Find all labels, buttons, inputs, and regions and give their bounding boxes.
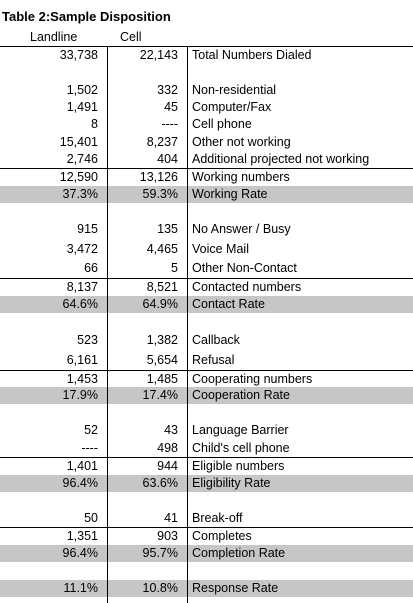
- landline-value: 1,491: [66, 100, 98, 114]
- landline-value: 96.4%: [62, 476, 98, 490]
- cell-value: 22,143: [139, 48, 178, 62]
- table-title: Table 2:Sample Disposition: [2, 9, 171, 24]
- cell-value: 8,521: [146, 280, 178, 294]
- rate-row: [0, 580, 413, 597]
- table-row: [0, 99, 413, 116]
- cell-value: 1,485: [146, 372, 178, 386]
- cell-value: 63.6%: [142, 476, 178, 490]
- landline-value: 66: [84, 261, 98, 275]
- table-row: [0, 221, 413, 238]
- landline-value: 33,738: [59, 48, 98, 62]
- landline-value: ----: [81, 441, 98, 455]
- cell-value: 135: [157, 222, 178, 236]
- cell-value: 5,654: [146, 353, 178, 367]
- table-row: [0, 82, 413, 99]
- table-row: [0, 260, 413, 277]
- row-label: Child's cell phone: [192, 441, 290, 455]
- table-row: [0, 151, 413, 168]
- table-row: [0, 440, 413, 457]
- row-label: Cell phone: [192, 117, 252, 131]
- landline-value: 1,502: [66, 83, 98, 97]
- subtotal-row: [0, 457, 413, 475]
- table-row: [0, 241, 413, 258]
- row-label: No Answer / Busy: [192, 222, 291, 236]
- row-label: Response Rate: [192, 581, 279, 595]
- row-label: Eligibility Rate: [192, 476, 271, 490]
- row-label: Non-residential: [192, 83, 277, 97]
- table-row: [0, 47, 413, 64]
- row-label: Computer/Fax: [192, 100, 272, 114]
- cell-value: 332: [157, 83, 178, 97]
- cell-value: 13,126: [139, 170, 178, 184]
- landline-value: 1,453: [66, 372, 98, 386]
- row-label: Working numbers: [192, 170, 290, 184]
- cell-value: 43: [164, 423, 178, 437]
- cell-value: 5: [171, 261, 178, 275]
- landline-value: 2,746: [66, 152, 98, 166]
- landline-value: 17.9%: [62, 388, 98, 402]
- landline-value: 37.3%: [62, 187, 98, 201]
- row-label: Additional projected not working: [192, 152, 370, 166]
- row-label: Contacted numbers: [192, 280, 302, 294]
- table-row: [0, 332, 413, 349]
- cell-value: 498: [157, 441, 178, 455]
- cell-value: 404: [157, 152, 178, 166]
- cell-value: 17.4%: [142, 388, 178, 402]
- rate-row: [0, 387, 413, 404]
- landline-value: 915: [77, 222, 98, 236]
- row-label: Completion Rate: [192, 546, 286, 560]
- landline-value: 52: [84, 423, 98, 437]
- cell-value: 944: [157, 459, 178, 473]
- landline-value: 8,137: [66, 280, 98, 294]
- rate-row: [0, 186, 413, 203]
- rate-row: [0, 296, 413, 313]
- table-row: [0, 510, 413, 527]
- header-landline: Landline: [30, 30, 78, 44]
- row-label: Refusal: [192, 353, 235, 367]
- landline-value: 8: [91, 117, 98, 131]
- landline-value: 523: [77, 333, 98, 347]
- cell-value: 4,465: [146, 242, 178, 256]
- cell-value: 45: [164, 100, 178, 114]
- landline-value: 15,401: [59, 135, 98, 149]
- cell-value: 8,237: [146, 135, 178, 149]
- cell-value: 95.7%: [142, 546, 178, 560]
- landline-value: 50: [84, 511, 98, 525]
- cell-value: 41: [164, 511, 178, 525]
- row-label: Callback: [192, 333, 240, 347]
- row-label: Contact Rate: [192, 297, 265, 311]
- cell-value: 59.3%: [142, 187, 178, 201]
- table-row: [0, 352, 413, 369]
- landline-value: 6,161: [66, 353, 98, 367]
- row-label: Other Non-Contact: [192, 261, 297, 275]
- subtotal-row: [0, 527, 413, 545]
- landline-value: 1,401: [66, 459, 98, 473]
- table-header-row: [0, 29, 413, 47]
- row-label: Language Barrier: [192, 423, 289, 437]
- rate-row: [0, 545, 413, 562]
- cell-value: ----: [161, 117, 178, 131]
- rate-row: [0, 475, 413, 492]
- row-label: Other not working: [192, 135, 291, 149]
- landline-value: 1,351: [66, 529, 98, 543]
- header-cell: Cell: [120, 30, 142, 44]
- subtotal-row: [0, 278, 413, 296]
- column-divider: [187, 47, 188, 603]
- cell-value: 10.8%: [142, 581, 178, 595]
- landline-value: 3,472: [66, 242, 98, 256]
- landline-value: 12,590: [59, 170, 98, 184]
- landline-value: 96.4%: [62, 546, 98, 560]
- table-row: [0, 422, 413, 439]
- row-label: Total Numbers Dialed: [192, 48, 312, 62]
- cell-value: 1,382: [146, 333, 178, 347]
- cell-value: 903: [157, 529, 178, 543]
- subtotal-row: [0, 370, 413, 388]
- table-row: [0, 116, 413, 133]
- landline-value: 64.6%: [62, 297, 98, 311]
- row-label: Break-off: [192, 511, 243, 525]
- row-label: Cooperation Rate: [192, 388, 290, 402]
- table-row: [0, 134, 413, 151]
- subtotal-row: [0, 168, 413, 186]
- cell-value: 64.9%: [142, 297, 178, 311]
- column-divider: [107, 47, 108, 603]
- row-label: Voice Mail: [192, 242, 249, 256]
- row-label: Completes: [192, 529, 252, 543]
- row-label: Cooperating numbers: [192, 372, 313, 386]
- landline-value: 11.1%: [63, 581, 98, 595]
- row-label: Eligible numbers: [192, 459, 285, 473]
- row-label: Working Rate: [192, 187, 268, 201]
